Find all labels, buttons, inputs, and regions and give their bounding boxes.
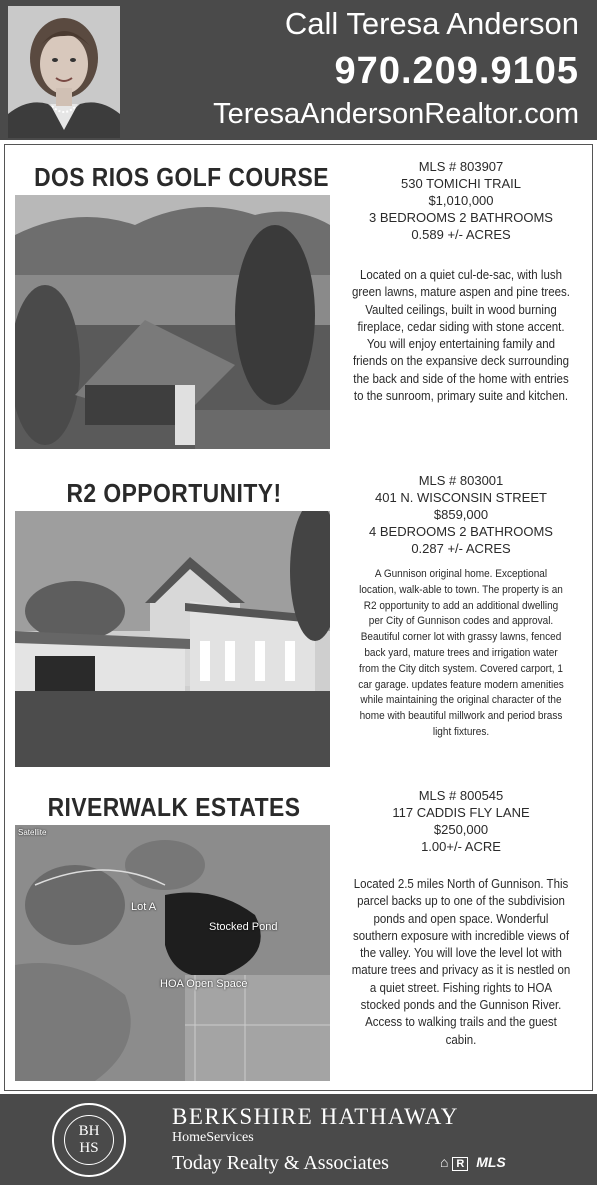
mls-number: MLS # 800545 (418, 788, 504, 803)
listing-map[interactable] (15, 825, 330, 1081)
listing-facts (341, 787, 581, 855)
logo-bottom: HS (79, 1140, 99, 1156)
listing-title: R2 OPPORTUNITY! (66, 478, 282, 508)
compliance-badges (440, 1154, 506, 1171)
header-banner (0, 0, 597, 140)
bhhs-logo (52, 1103, 126, 1177)
rooms: 4 BEDROOMS 2 BATHROOMS (369, 524, 553, 539)
acres: 0.287 +/- ACRES (411, 541, 511, 556)
listing-title: DOS RIOS GOLF COURSE (34, 162, 329, 192)
footer-banner (0, 1094, 597, 1185)
map-lot-label: Lot A (131, 901, 157, 913)
brand-sub: HomeServices (172, 1130, 254, 1145)
acres: 0.589 +/- ACRES (411, 227, 511, 242)
rooms: 1.00+/- ACRE (421, 839, 501, 854)
address: 117 CADDIS FLY LANE (392, 805, 530, 820)
map-satellite-label[interactable]: Satellite (18, 828, 47, 837)
mls-number: MLS # 803907 (418, 159, 504, 174)
listing-photo[interactable] (15, 511, 330, 767)
listing-facts (341, 158, 581, 243)
equal-housing-icon: ⌂ (440, 1154, 449, 1170)
mls-badge: MLS (476, 1154, 506, 1170)
map-pond-label: Stocked Pond (209, 921, 278, 933)
realtor-icon: R (452, 1157, 468, 1171)
website-link[interactable]: TeresaAndersonRealtor.com (213, 98, 579, 130)
listing-description: Located on a quiet cul-de-sac, with lush green lawns, mature aspen and pine trees. Vaulted ceilings, built in wood burning fireplace, cedar siding with stone accent. You will enjoy entertaining family and friends on the expansive deck surrounding the back and side of the home with entries to the sunroom, primary suite and kitchen. (351, 268, 570, 404)
phone-number[interactable]: 970.209.9105 (334, 50, 579, 92)
listing-description: Located 2.5 miles North of Gunnison. This parcel backs up to one of the subdivision ponds and open space. Wonderful southern exposure with incredible views of the valley. You will love the level lot with mature trees and privacy as it is nestled on a quiet street. Fishing rights to HOA stocked ponds and the Gunnison River. Access to walking trails and the guest cabin. (351, 877, 571, 1047)
listings-panel (4, 144, 593, 1091)
mls-number: MLS # 803001 (418, 473, 504, 488)
agent-photo (8, 6, 120, 138)
logo-top: BH (78, 1123, 100, 1139)
address: 530 TOMICHI TRAIL (401, 176, 521, 191)
price: $1,010,000 (428, 193, 494, 208)
price: $859,000 (433, 507, 489, 522)
map-open-space-label: HOA Open Space (160, 978, 248, 990)
listing-title: RIVERWALK ESTATES (47, 792, 301, 822)
rooms: 3 BEDROOMS 2 BATHROOMS (369, 210, 553, 225)
listing-photo[interactable] (15, 195, 330, 449)
office-name: Today Realty & Associates (172, 1152, 389, 1174)
brand-name: BERKSHIRE HATHAWAY (172, 1104, 459, 1129)
listing-facts (341, 472, 581, 557)
listing-description: A Gunnison original home. Exceptional location, walk-able to town. The property is an R2 opportunity to add an additional dwelling per City of Gunnison codes and approval. Beautiful corner lot with grassy lawns, fenced back yard, mature trees and irrigation water from the City ditch system. Covered carport, 1 car garage. updates feature modern amenities while maintaining the original character of the home with beautiful millwork and period brass light fixtures. (358, 568, 564, 738)
call-text: Call Teresa Anderson (284, 6, 579, 41)
address: 401 N. WISCONSIN STREET (375, 490, 547, 505)
price: $250,000 (433, 822, 489, 837)
